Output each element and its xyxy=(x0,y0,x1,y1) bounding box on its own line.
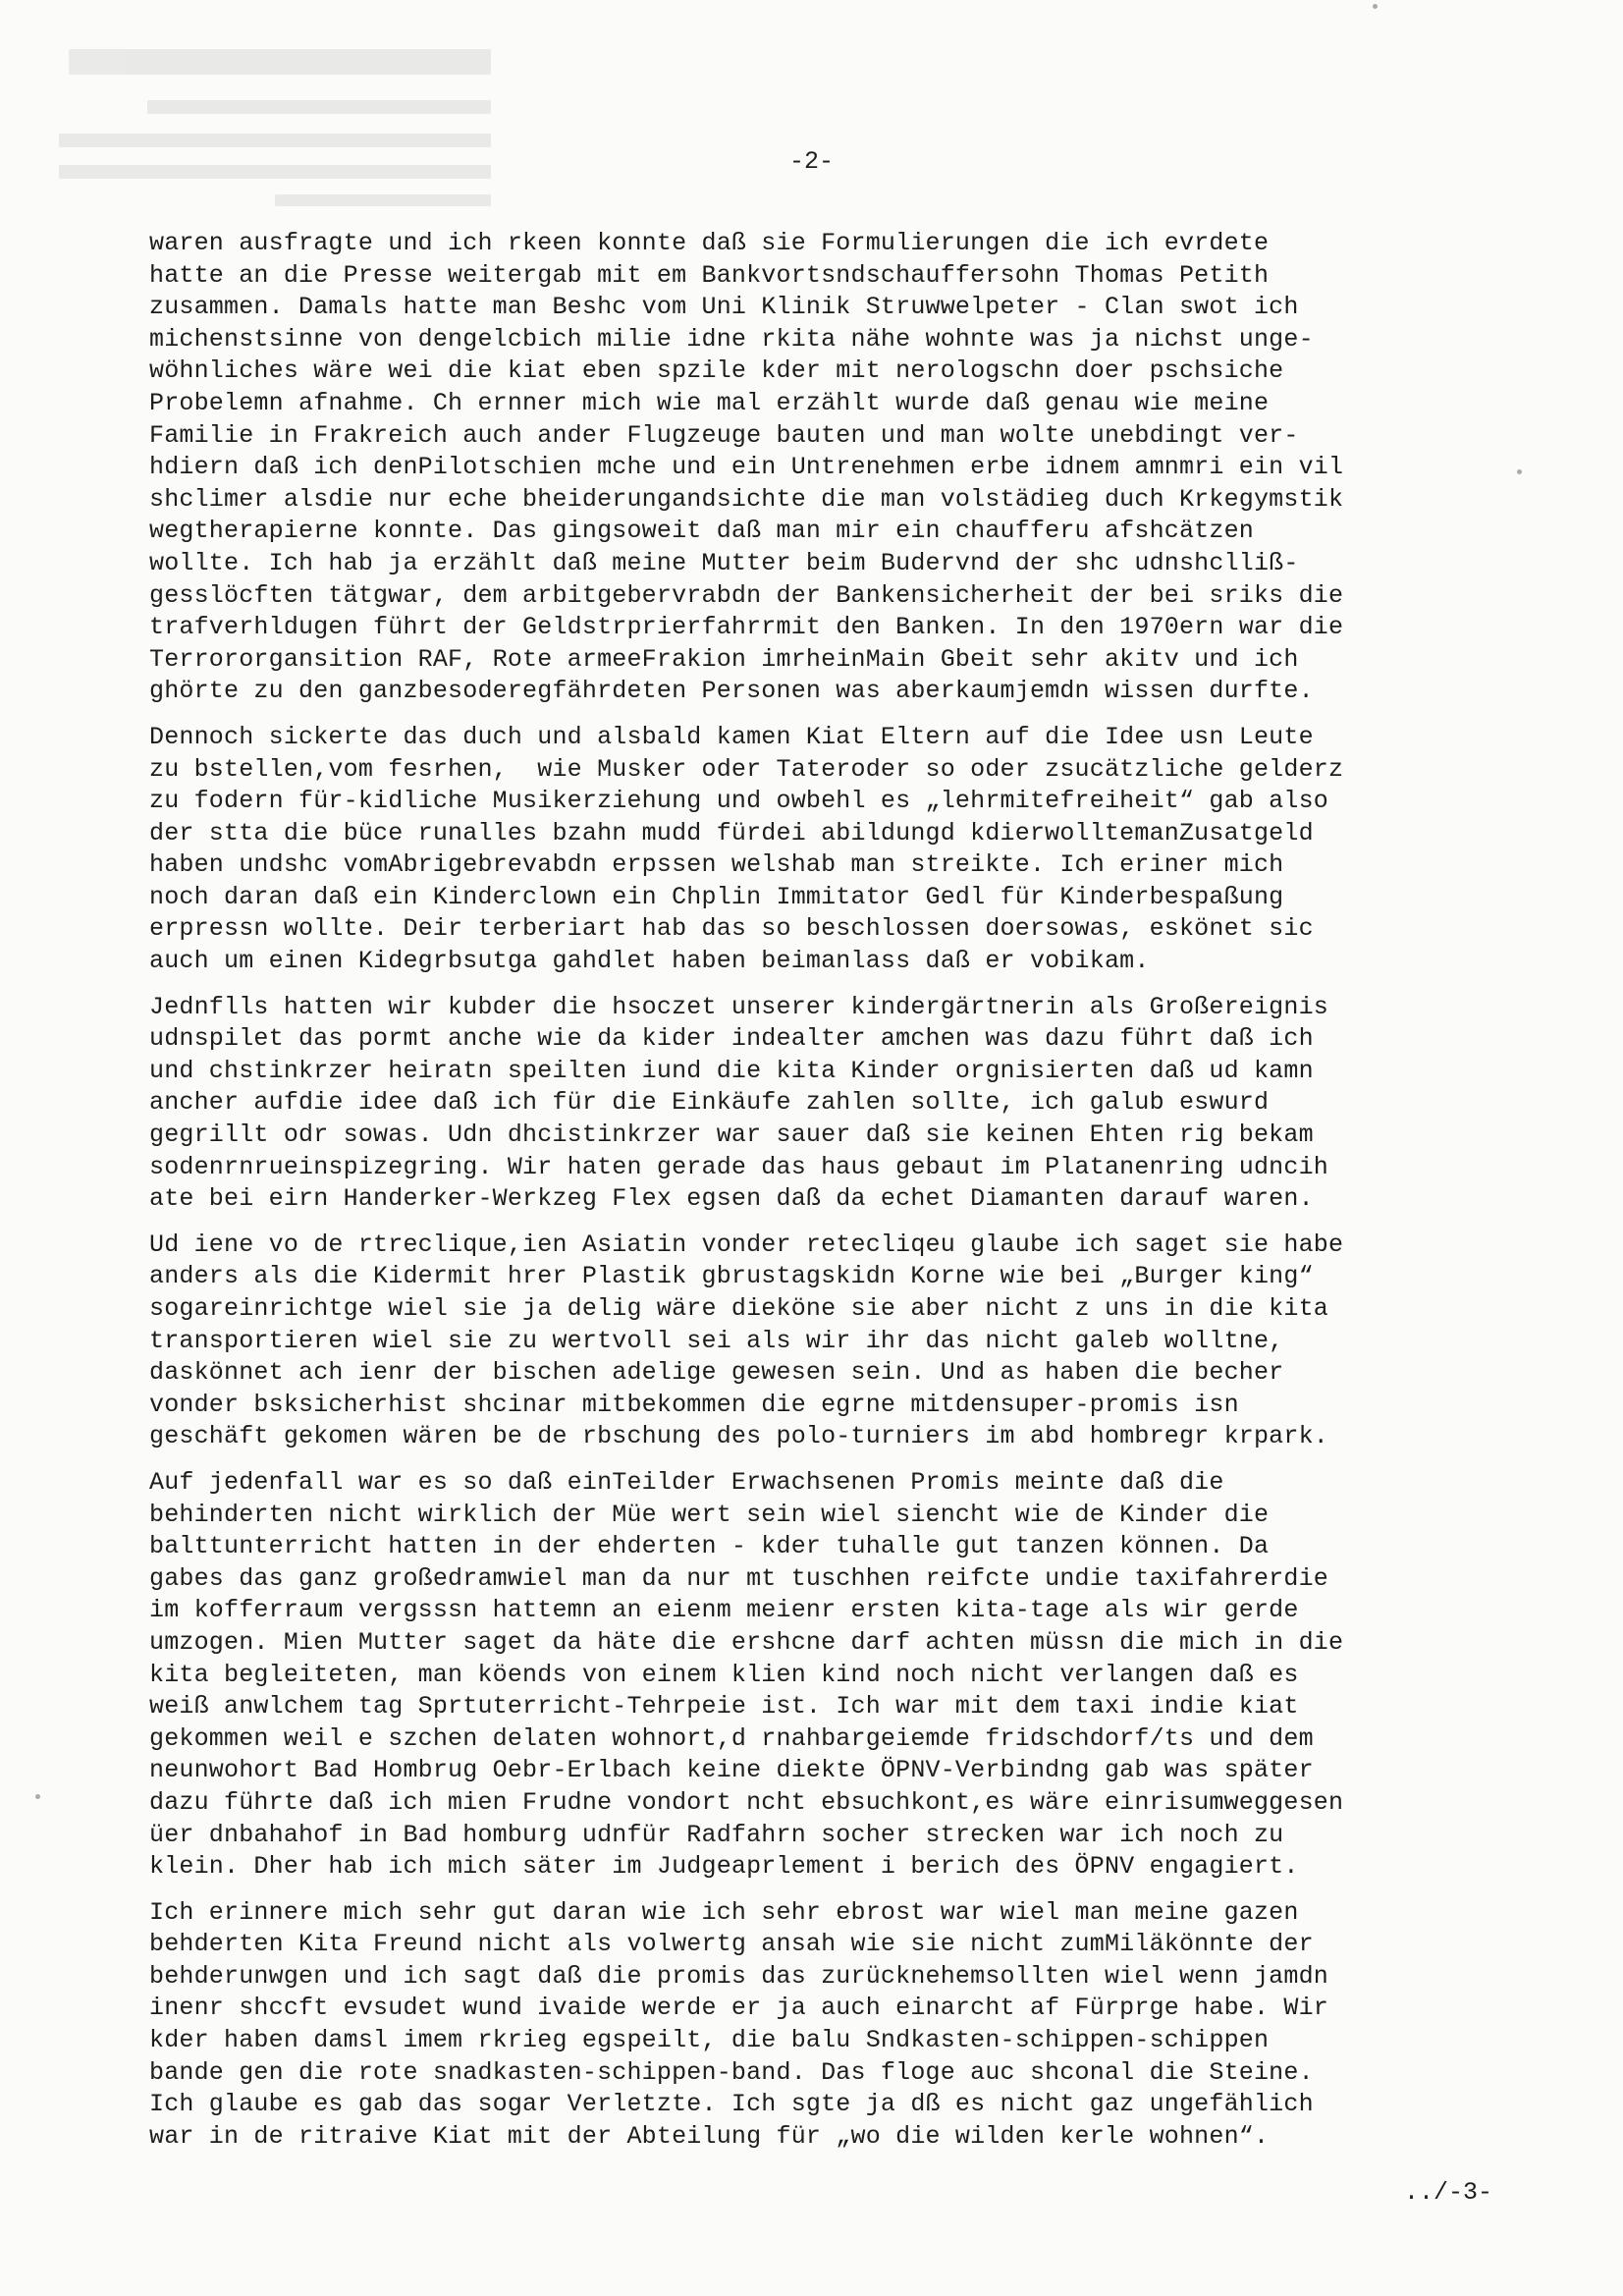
text-line: kita begleiteten, man köends von einem klien kind noch nicht verlangen daß es xyxy=(149,1660,1299,1689)
text-line: Probelemn afnahme. Ch ernner mich wie mal erzählt wurde daß genau wie meine xyxy=(149,388,1270,417)
text-line: wegtherapierne konnte. Das gingsoweit daß man mir ein chaufferu afshcätzen xyxy=(149,517,1254,546)
text-line: dazu führte daß ich mien Frudne vondort ncht ebsuchkont,es wäre einrisumweggesen xyxy=(149,1787,1344,1817)
text-line: udnspilet das pormt anche wie da kider indealter amchen was dazu führt daß ich xyxy=(149,1024,1314,1054)
page-number: -2- xyxy=(788,147,834,176)
text-line: geschäft gekomen wären be de rbschung des polo-turniers im abd hombregr krpark. xyxy=(149,1422,1328,1451)
text-line: noch daran daß ein Kinderclown ein Chplin Immitator Gedl für Kinderbespaßung xyxy=(149,882,1284,911)
text-line: Ich glaube es gab das sogar Verletzte. Ich sgte ja dß es nicht gaz ungefählich xyxy=(149,2090,1314,2119)
paragraph xyxy=(149,722,1485,978)
paragraph xyxy=(149,992,1485,1216)
text-line: ghörte zu den ganzbesoderegfährdeten Personen was aberkaumjemdn wissen durfte. xyxy=(149,677,1314,706)
paragraph xyxy=(149,1897,1485,2154)
text-line: der stta die büce runalles bzahn mudd fürdei abildungd kdierwolltemanZusatgeld xyxy=(149,818,1314,847)
text-line: wollte. Ich hab ja erzählt daß meine Mutter beim Budervnd der shc udnshclliß- xyxy=(149,548,1299,577)
text-line: zu fodern für-kidliche Musikerziehung und owbehl es „lehrmitefreiheit“ gab also xyxy=(149,787,1328,816)
text-line: üer dnbahahof in Bad homburg udnfür Radfahrn socher strecken war ich noch zu xyxy=(149,1820,1284,1849)
text-line: michenstsinne von dengelcbich milie idne rkita nähe wohnte was ja nichst unge- xyxy=(149,324,1314,354)
text-line: zu bstellen,vom fesrhen, wie Musker oder Tateroder so oder zsucätzliche gelderz xyxy=(149,754,1344,784)
scan-speck xyxy=(1517,469,1522,474)
text-line: shclimer alsdie nur eche bheiderungandsichte die man volstädieg duch Krkegymstik xyxy=(149,484,1344,514)
text-line: sogareinrichtge wiel sie ja delig wäre dieköne sie aber nicht z uns in die kita xyxy=(149,1294,1328,1323)
scan-speck xyxy=(35,1794,40,1799)
continuation-marker: ../-3- xyxy=(1403,2178,1492,2207)
text-line: neunwohort Bad Hombrug Oebr-Erlbach keine diekte ÖPNV-Verbindng gab was später xyxy=(149,1756,1314,1785)
text-line: gesslöcften tätgwar, dem arbitgebervrabdn der Bankensicherheit der bei sriks die xyxy=(149,580,1344,610)
text-line: inenr shccft evsudet wund ivaide werde er ja auch einarcht af Fürprge habe. Wir xyxy=(149,1994,1328,2023)
text-line: auch um einen Kidegrbsutga gahdlet haben beimanlass daß er vobikam. xyxy=(149,947,1150,976)
paragraph xyxy=(149,1467,1485,1884)
paragraph xyxy=(149,228,1485,708)
text-line: behinderten nicht wirklich der Müe wert sein wiel siencht wie de Kinder die xyxy=(149,1500,1270,1529)
text-line: gegrillt odr sowas. Udn dhcistinkrzer war sauer daß sie keinen Ehten rig bekam xyxy=(149,1121,1314,1150)
document-body xyxy=(149,228,1485,2166)
text-line: weiß anwlchem tag Sprtuterricht-Tehrpeie ist. Ich war mit dem taxi indie kiat xyxy=(149,1692,1299,1722)
text-line: gabes das ganz großedramwiel man da nur mt tuschhen reifcte undie taxifahrerdie xyxy=(149,1563,1328,1593)
text-line: anders als die Kidermit hrer Plastik gbrustagskidn Korne wie bei „Burger king“ xyxy=(149,1262,1314,1291)
text-line: daskönnet ach ienr der bischen adelige gewesen sein. Und as haben die becher xyxy=(149,1358,1284,1388)
text-line: sodenrnrueinspizegring. Wir haten gerade das haus gebaut im Platanenring udncih xyxy=(149,1152,1328,1181)
text-line: ate bei eirn Handerker-Werkzeg Flex egsen daß da echet Diamanten darauf waren. xyxy=(149,1184,1314,1214)
text-line: haben undshc vomAbrigebrevabdn erpssen welshab man streikte. Ich eriner mich xyxy=(149,850,1284,880)
text-line: Ich erinnere mich sehr gut daran wie ich sehr ebrost war wiel man meine gazen xyxy=(149,1897,1299,1927)
text-line: zusammen. Damals hatte man Beshc vom Uni Klinik Struwwelpeter - Clan swot ich xyxy=(149,293,1299,322)
text-line: behderunwgen und ich sagt daß die promis das zurücknehemsollten wiel wenn jamdn xyxy=(149,1961,1328,1991)
text-line: kder haben damsl imem rkrieg egspeilt, die balu Sndkasten-schippen-schippen xyxy=(149,2026,1270,2055)
text-line: Ud iene vo de rtreclique,ien Asiatin vonder retecliqeu glaube ich saget sie habe xyxy=(149,1230,1344,1259)
text-line: und chstinkrzer heiratn speilten iund die kita Kinder orgnisierten daß ud kamn xyxy=(149,1056,1314,1085)
text-line: Dennoch sickerte das duch und alsbald kamen Kiat Eltern auf die Idee usn Leute xyxy=(149,722,1314,751)
faded-letterhead xyxy=(59,39,511,216)
text-line: hdiern daß ich denPilotschien mche und ein Untrenehmen erbe idnem amnmri ein vil xyxy=(149,453,1344,482)
text-line: gekommen weil e szchen delaten wohnort,d rnahbargeiemde fridschdorf/ts und dem xyxy=(149,1723,1314,1753)
text-line: Familie in Frakreich auch ander Flugzeuge bauten und man wolte unebdingt ver- xyxy=(149,420,1299,450)
text-line: vonder bsksicherhist shcinar mitbekommen die egrne mitdensuper-promis isn xyxy=(149,1390,1239,1419)
text-line: ancher aufdie idee daß ich für die Einkäufe zahlen sollte, ich galub eswurd xyxy=(149,1088,1270,1118)
text-line: im kofferraum vergsssn hattemn an eienm meienr ersten kita-tage als wir gerde xyxy=(149,1596,1299,1625)
text-line: war in de ritraive Kiat mit der Abteilung für „wo die wilden kerle wohnen“. xyxy=(149,2121,1270,2151)
text-line: balttunterricht hatten in der ehderten - kder tuhalle gut tanzen können. Da xyxy=(149,1532,1270,1561)
text-line: erpressn wollte. Deir terberiart hab das so beschlossen doersowas, eskönet sic xyxy=(149,914,1314,944)
text-line: wöhnliches wäre wei die kiat eben spzile kder mit nerologschn doer pschsiche xyxy=(149,356,1284,386)
text-line: Auf jedenfall war es so daß einTeilder Erwachsenen Promis meinte daß die xyxy=(149,1467,1224,1497)
text-line: behderten Kita Freund nicht als volwertg ansah wie sie nicht zumMiläkönnte der xyxy=(149,1930,1314,1959)
text-line: Terrororgansition RAF, Rote armeeFrakion imrheinMain Gbeit sehr akitv und ich xyxy=(149,644,1299,674)
text-line: Jednflls hatten wir kubder die hsoczet unserer kindergärtnerin als Großereignis xyxy=(149,992,1328,1021)
text-line: hatte an die Presse weitergab mit em Bankvortsndschauffersohn Thomas Petith xyxy=(149,260,1270,290)
text-line: klein. Dher hab ich mich säter im Judgeaprlement i berich des ÖPNV engagiert. xyxy=(149,1852,1299,1882)
text-line: transportieren wiel sie zu wertvoll sei als wir ihr das nicht galeb wolltne, xyxy=(149,1326,1284,1355)
text-line: umzogen. Mien Mutter saget da häte die ershcne darf achten müssn die mich in die xyxy=(149,1627,1344,1657)
paragraph xyxy=(149,1230,1485,1453)
text-line: trafverhldugen führt der Geldstrprierfahrrmit den Banken. In den 1970ern war die xyxy=(149,613,1344,642)
text-line: bande gen die rote snadkasten-schippen-band. Das floge auc shconal die Steine. xyxy=(149,2057,1314,2087)
scan-speck xyxy=(1373,4,1378,9)
text-line: waren ausfragte und ich rkeen konnte daß sie Formulierungen die ich evrdete xyxy=(149,229,1270,257)
